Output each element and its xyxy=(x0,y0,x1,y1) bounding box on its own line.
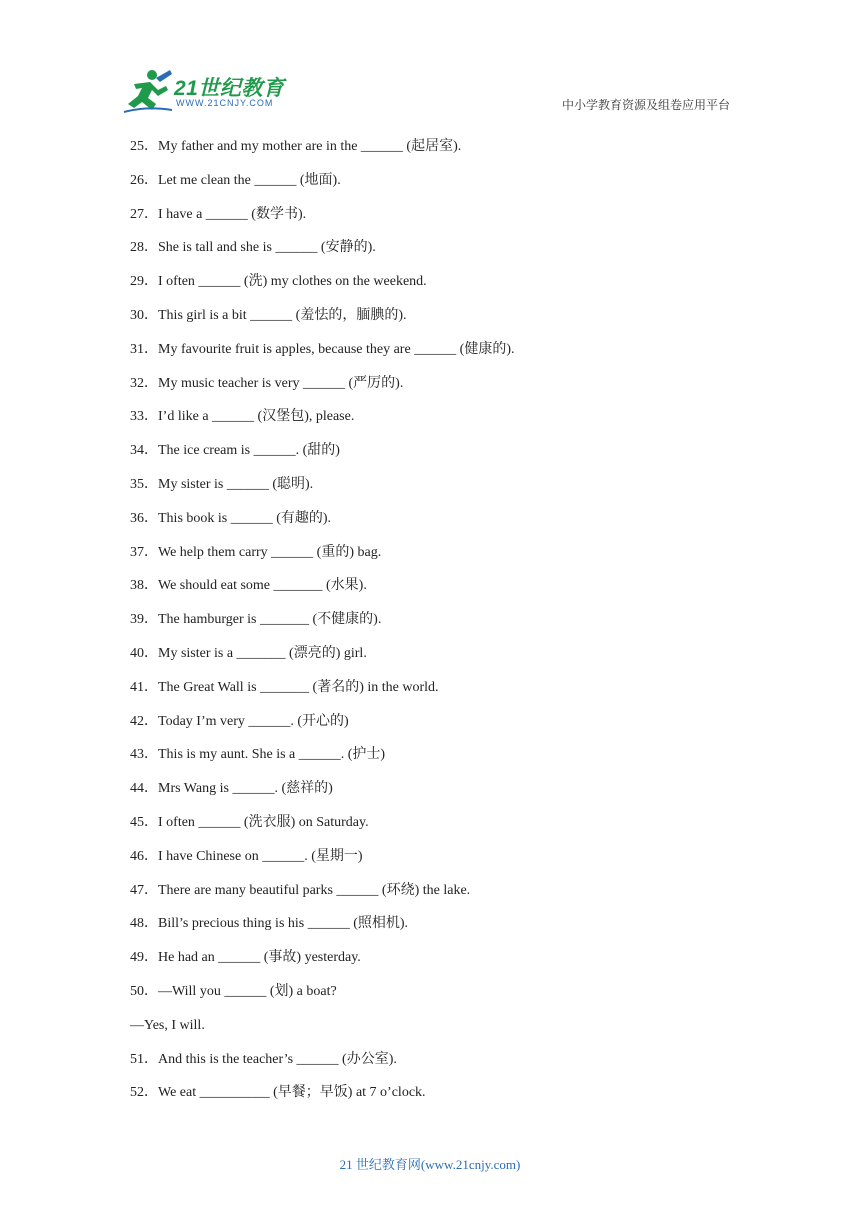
logo-text: 21世纪教育 xyxy=(174,77,285,100)
question-number: 25． xyxy=(130,139,158,154)
question-number: 27． xyxy=(130,206,158,222)
question-text: There are many beautiful parks ______ (环绕) the lake. xyxy=(158,882,471,898)
question-text: Bill’s precious thing is his ______ (照相机). xyxy=(158,916,409,932)
question-41 xyxy=(130,677,750,711)
question-number: 28． xyxy=(130,240,158,256)
question-text: The Great Wall is _______ (著名的) in the world. xyxy=(158,679,439,695)
question-text: I’d like a ______ (汉堡包), please. xyxy=(158,409,355,425)
question-text: We should eat some _______ (水果). xyxy=(158,578,367,594)
question-45 xyxy=(130,812,750,846)
question-number: 51． xyxy=(130,1051,158,1067)
question-43 xyxy=(130,744,750,778)
question-text: And this is the teacher’s ______ (办公室). xyxy=(158,1051,397,1067)
question-42 xyxy=(130,711,750,745)
header-tagline: 中小学教育资源及组卷应用平台 xyxy=(561,98,730,112)
page-footer: 21 世纪教育网(www.21cnjy.com) xyxy=(339,1157,521,1172)
logo xyxy=(122,68,292,116)
question-number: 30． xyxy=(130,307,158,323)
question-number: 50． xyxy=(130,983,158,999)
question-text: We eat __________ (早餐；早饭) at 7 o’clock. xyxy=(158,1085,426,1101)
question-text: She is tall and she is ______ (安静的). xyxy=(158,240,376,256)
question-text: My favourite fruit is apples, because they are ______ (健康的). xyxy=(158,341,515,357)
question-text: My music teacher is very ______ (严厉的). xyxy=(158,375,404,391)
question-39 xyxy=(130,609,750,643)
question-number: 44． xyxy=(130,781,158,797)
question-number: 39． xyxy=(130,612,158,628)
question-30 xyxy=(130,305,750,339)
runner-logo-icon xyxy=(122,68,174,114)
question-text: I have a ______ (数学书). xyxy=(158,206,307,222)
question-number: 29． xyxy=(130,274,158,290)
question-number: 35． xyxy=(130,476,158,492)
question-text: This book is ______ (有趣的). xyxy=(158,510,332,526)
question-text: He had an ______ (事故) yesterday. xyxy=(158,950,361,966)
question-36 xyxy=(130,508,750,542)
question-40 xyxy=(130,643,750,677)
question-number: 37． xyxy=(130,544,158,560)
question-31 xyxy=(130,339,750,373)
question-35 xyxy=(130,474,750,508)
question-51 xyxy=(130,1049,750,1083)
question-number: 47． xyxy=(130,882,158,898)
question-26 xyxy=(130,170,750,204)
question-34 xyxy=(130,440,750,474)
question-29 xyxy=(130,271,750,305)
question-text: The ice cream is ______. (甜的) xyxy=(158,443,340,459)
question-27 xyxy=(130,204,750,238)
question-50 xyxy=(130,981,750,1015)
logo-url: WWW.21CNJY.COM xyxy=(176,98,274,108)
question-number: 26． xyxy=(130,172,158,188)
question-number: 52． xyxy=(130,1085,158,1101)
question-46 xyxy=(130,846,750,880)
question-list xyxy=(130,136,750,1116)
question-number: 36． xyxy=(130,510,158,526)
question-number: 41． xyxy=(130,679,158,695)
question-49 xyxy=(130,947,750,981)
question-25 xyxy=(130,136,750,170)
question-38 xyxy=(130,575,750,609)
question-text: My sister is ______ (聪明). xyxy=(158,476,314,492)
question-text: Let me clean the ______ (地面). xyxy=(158,172,341,188)
question-number: 48． xyxy=(130,916,158,932)
question-number: 45． xyxy=(130,814,158,830)
question-text: I often ______ (洗衣服) on Saturday. xyxy=(158,814,369,830)
question-text: My father and my mother are in the ______ (起居室). xyxy=(158,139,462,154)
question-33 xyxy=(130,406,750,440)
question-number: 49． xyxy=(130,950,158,966)
question-text: Mrs Wang is ______. (慈祥的) xyxy=(158,781,333,797)
question-text: This girl is a bit ______ (羞怯的，腼腆的). xyxy=(158,307,407,323)
question-32 xyxy=(130,373,750,407)
question-44 xyxy=(130,778,750,812)
question-text: I often ______ (洗) my clothes on the weekend. xyxy=(158,274,427,290)
question-number: 38． xyxy=(130,578,158,594)
question-text: —Will you ______ (划) a boat? xyxy=(158,983,337,999)
question-text: My sister is a _______ (漂亮的) girl. xyxy=(158,645,367,661)
page-header xyxy=(0,0,860,125)
question-52 xyxy=(130,1082,750,1116)
question-number: 34． xyxy=(130,443,158,459)
question-text: We help them carry ______ (重的) bag. xyxy=(158,544,382,560)
question-number: 42． xyxy=(130,713,158,729)
question-number: 32． xyxy=(130,375,158,391)
question-47 xyxy=(130,880,750,914)
question-37 xyxy=(130,542,750,576)
question-text: This is my aunt. She is a ______. (护士) xyxy=(158,747,386,763)
question-text: —Yes, I will. xyxy=(130,1017,205,1033)
question-50-answer xyxy=(130,1015,750,1049)
question-number: 33． xyxy=(130,409,158,425)
question-number: 43． xyxy=(130,747,158,763)
question-text: Today I’m very ______. (开心的) xyxy=(158,713,349,729)
question-number: 46． xyxy=(130,848,158,864)
question-text: I have Chinese on ______. (星期一) xyxy=(158,848,363,864)
question-number: 31． xyxy=(130,341,158,357)
question-48 xyxy=(130,913,750,947)
question-28 xyxy=(130,237,750,271)
question-number: 40． xyxy=(130,645,158,661)
question-text: The hamburger is _______ (不健康的). xyxy=(158,612,382,628)
